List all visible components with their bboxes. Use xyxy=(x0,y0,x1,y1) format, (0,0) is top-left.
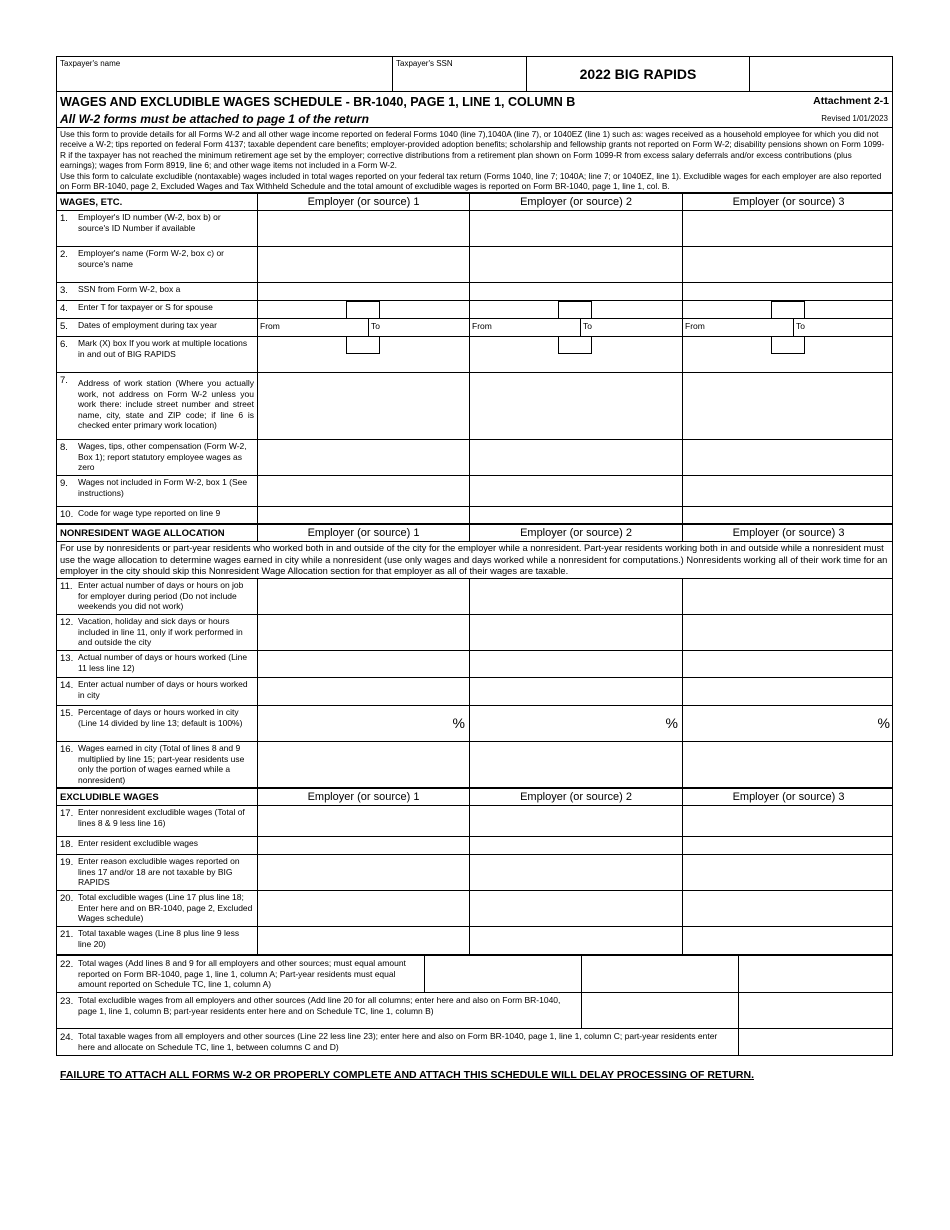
total-excludible-cell[interactable] xyxy=(739,993,894,1028)
wages-schedule-form xyxy=(56,56,893,1056)
percent-sign: % xyxy=(665,715,678,732)
input-cell[interactable] xyxy=(470,927,683,954)
input-cell[interactable] xyxy=(683,507,894,523)
line-description: 19. Enter reason excludible wages reported on lines 17 and/or 18 are not taxable by BIG RAPIDS xyxy=(57,855,258,890)
revised-date: Revised 1/01/2023 xyxy=(821,114,888,123)
attachment-number: Attachment 2-1 xyxy=(813,95,889,107)
input-cell[interactable] xyxy=(258,651,470,677)
line-row xyxy=(56,507,893,525)
line-description: 17. Enter nonresident excludible wages (Total of lines 8 & 9 less line 16) xyxy=(57,806,258,836)
line-description: 13. Actual number of days or hours worked (Line 11 less line 12) xyxy=(57,651,258,677)
line-row xyxy=(56,615,893,651)
percent-sign: % xyxy=(877,715,890,732)
year-city-title: 2022 BIG RAPIDS xyxy=(579,66,697,82)
input-cell[interactable] xyxy=(258,837,470,854)
input-cell[interactable] xyxy=(683,891,894,926)
section-title: EXCLUDIBLE WAGES xyxy=(57,789,258,805)
input-cell[interactable] xyxy=(683,806,894,836)
excludible-section-header xyxy=(56,789,893,806)
total-wages-cell[interactable] xyxy=(582,956,739,992)
input-cell[interactable] xyxy=(258,373,470,439)
input-cell[interactable] xyxy=(470,211,683,246)
taxpayer-name-label: Taxpayer's name xyxy=(60,59,121,68)
input-cell[interactable] xyxy=(258,927,470,954)
input-cell xyxy=(258,337,470,372)
input-cell[interactable] xyxy=(683,615,894,650)
total-wages-row xyxy=(56,956,893,993)
line-description: 21. Total taxable wages (Line 8 plus line 9 less line 20) xyxy=(57,927,258,954)
column-header: Employer (or source) 3 xyxy=(732,196,845,209)
line-description: 24. Total taxable wages from all employers and other sources (Line 22 less line 23); enter here and also on Form BR-1040, page 1, line 1, column C; part-year residents enter here and allocate on Schedule TC, line 1, between columns C and D) xyxy=(57,1029,739,1055)
nonresident-section-header xyxy=(56,525,893,542)
input-cell[interactable] xyxy=(683,837,894,854)
input-cell[interactable] xyxy=(470,891,683,926)
column-header: Employer (or source) 1 xyxy=(258,194,470,210)
multiple-locations-checkbox[interactable] xyxy=(771,337,805,354)
input-cell[interactable] xyxy=(470,440,683,475)
input-cell[interactable] xyxy=(470,806,683,836)
input-cell[interactable] xyxy=(683,927,894,954)
line-description: 10. Code for wage type reported on line 9 xyxy=(57,507,258,523)
multiple-locations-checkbox[interactable] xyxy=(558,337,592,354)
column-header: Employer (or source) 2 xyxy=(470,789,683,805)
input-cell[interactable] xyxy=(470,855,683,890)
input-cell[interactable] xyxy=(683,742,894,787)
column-header: Employer (or source) 1 xyxy=(258,789,470,805)
line-row xyxy=(56,337,893,373)
input-cell[interactable] xyxy=(683,855,894,890)
line-row xyxy=(56,283,893,301)
input-cell[interactable] xyxy=(683,651,894,677)
input-cell[interactable] xyxy=(470,507,683,523)
total-wages-cell[interactable] xyxy=(739,956,894,992)
line-description: 4. Enter T for taxpayer or S for spouse xyxy=(57,301,258,318)
input-cell[interactable] xyxy=(258,678,470,705)
nonresident-note: For use by nonresidents or part-year residents who worked both in and outside of the city for the employer while a nonresident. Part-year residents working both in and outside while a nonresident must use the wage allocation to determine wages earned in city while a nonresident (use only wages and days worked while a nonresident for computations.) Nonresidents working all of their work time for an employer in the city should skip this Nonresident Wage Allocation section for that employer as all of their wages are taxable. xyxy=(56,542,893,579)
input-cell[interactable] xyxy=(258,579,470,614)
line-row xyxy=(56,476,893,507)
wages-section-header xyxy=(56,194,893,211)
input-cell[interactable] xyxy=(258,855,470,890)
date-range-cell[interactable] xyxy=(258,319,470,336)
column-header: Employer (or source) 2 xyxy=(470,525,683,541)
input-cell[interactable] xyxy=(258,615,470,650)
section-title: NONRESIDENT WAGE ALLOCATION xyxy=(57,525,258,541)
line-description: 18. Enter resident excludible wages xyxy=(57,837,258,854)
intro-paragraph-1: Use this form to provide details for all Forms W-2 and all other wage income reported on federal Forms 1040 (line 7),1040A (line 7), or 1040EZ (line 1) such as: wages received as a household employee for which you did not receive a W-2; tips reported on federal Form 4137; taxable dependent care benefits; employer-provided adoption benefits; scholarship and fellowship grants not reported on Form W-2; disability pensions shown on Form 1099-R if the taxpayer has not reached the minimum retirement age set by the employer; corrective distributions from a retirement plan shown on Form 1099-R from excess salary deferrals and/or excess contributions (plus earnings); wages from Form 8919, line 6; and other wage items not included in a Form W-2. xyxy=(60,129,885,171)
form-subtitle: All W-2 forms must be attached to page 1 of the return xyxy=(60,112,369,126)
line-description: 6. Mark (X) box If you work at multiple locations in and out of BIG RAPIDS xyxy=(57,337,258,372)
line-description: 20. Total excludible wages (Line 17 plus line 18; Enter here and on BR-1040, page 2, Excluded Wages schedule) xyxy=(57,891,258,926)
input-cell[interactable] xyxy=(258,440,470,475)
total-excludible-row xyxy=(56,993,893,1029)
line-description: 23. Total excludible wages from all employers and other sources (Add line 20 for all columns; enter here and also on Form BR-1040, page 1, line 1, column B; part-year residents enter here and on Schedule TC, line 1, column B) xyxy=(57,993,582,1028)
line-row xyxy=(56,651,893,678)
line-row xyxy=(56,742,893,789)
total-wages-cell[interactable] xyxy=(425,956,582,992)
line-row xyxy=(56,891,893,927)
input-cell[interactable] xyxy=(258,283,470,300)
input-cell[interactable] xyxy=(470,615,683,650)
line-row xyxy=(56,373,893,440)
input-cell[interactable] xyxy=(683,283,894,300)
line-description: 16. Wages earned in city (Total of lines 8 and 9 multiplied by line 15; part-year residents use only the portion of wages earned while a nonresident) xyxy=(57,742,258,787)
input-cell[interactable] xyxy=(258,742,470,787)
input-cell[interactable] xyxy=(470,476,683,506)
taxpayer-name-field[interactable] xyxy=(57,57,393,91)
line-row xyxy=(56,837,893,855)
input-cell[interactable] xyxy=(470,579,683,614)
percent-cell[interactable] xyxy=(470,706,683,741)
taxpayer-ssn-label: Taxpayer's SSN xyxy=(396,59,453,68)
input-cell[interactable] xyxy=(258,247,470,282)
to-label: To xyxy=(583,321,592,332)
line-row xyxy=(56,927,893,956)
taxpayer-spouse-box[interactable] xyxy=(558,301,592,319)
column-header: Employer (or source) 1 xyxy=(258,525,470,541)
total-taxable-row xyxy=(56,1029,893,1056)
input-cell[interactable] xyxy=(683,373,894,439)
input-cell[interactable] xyxy=(470,678,683,705)
line-description: 1. Employer's ID number (W-2, box b) or source's ID Number if available xyxy=(57,211,258,246)
input-cell[interactable] xyxy=(683,476,894,506)
input-cell[interactable] xyxy=(470,247,683,282)
intro-text xyxy=(56,128,893,194)
line-row xyxy=(56,301,893,319)
input-cell[interactable] xyxy=(470,651,683,677)
line-description: 9. Wages not included in Form W-2, box 1 (See instructions) xyxy=(57,476,258,506)
line-description: 3. SSN from Form W-2, box a xyxy=(57,283,258,300)
from-label: From xyxy=(472,321,492,332)
input-cell[interactable] xyxy=(258,806,470,836)
input-cell[interactable] xyxy=(683,211,894,246)
intro-paragraph-2: Use this form to calculate excludible (nontaxable) wages included in total wages reported on your federal tax return (Forms 1040, line 7; 1040A; line 7; or 1040EZ, line 1). Excludible wages for each employer are also reported on Form BR-1040, page 2, Excluded Wages and Tax Withheld Schedule and the total amount of excludible wages is reported on Form BR-1040, page 1, line 1, col. B. xyxy=(60,170,882,192)
input-cell[interactable] xyxy=(258,507,470,523)
line-row xyxy=(56,579,893,615)
input-cell xyxy=(258,301,470,318)
line-row xyxy=(56,247,893,283)
input-cell[interactable] xyxy=(470,742,683,787)
input-cell[interactable] xyxy=(470,283,683,300)
column-header: Employer (or source) 3 xyxy=(732,527,845,540)
total-excludible-cell[interactable] xyxy=(582,993,739,1028)
line-description: 15. Percentage of days or hours worked in city (Line 14 divided by line 13; default is 100%) xyxy=(57,706,258,741)
line-description: 11. Enter actual number of days or hours on job for employer during period (Do not include weekends you did not work) xyxy=(57,579,258,614)
line-row xyxy=(56,706,893,742)
input-cell[interactable] xyxy=(470,373,683,439)
percent-cell[interactable] xyxy=(683,706,894,741)
percent-cell[interactable] xyxy=(258,706,470,741)
input-cell xyxy=(470,337,683,372)
from-label: From xyxy=(685,321,705,332)
percent-sign: % xyxy=(452,715,465,732)
input-cell xyxy=(683,337,894,372)
input-cell[interactable] xyxy=(683,579,894,614)
line-row xyxy=(56,211,893,247)
date-range-cell[interactable] xyxy=(683,319,894,336)
column-header: Employer (or source) 3 xyxy=(732,791,845,804)
line-description: 22. Total wages (Add lines 8 and 9 for all employers and other sources; must equal amount reported on Form BR-1040, page 1, line 1, column A; Part-year residents must equal amount reported on Schedule TC, line 1, column A) xyxy=(57,956,425,992)
input-cell[interactable] xyxy=(258,891,470,926)
footer-warning: FAILURE TO ATTACH ALL FORMS W-2 OR PROPERLY COMPLETE AND ATTACH THIS SCHEDULE WILL DELAY PROCESSING OF RETURN. xyxy=(60,1069,754,1081)
taxpayer-spouse-box[interactable] xyxy=(771,301,805,319)
section-title: WAGES, ETC. xyxy=(57,194,258,210)
line-description: 2. Employer's name (Form W-2, box c) or source's name xyxy=(57,247,258,282)
input-cell[interactable] xyxy=(683,440,894,475)
to-label: To xyxy=(796,321,805,332)
input-cell[interactable] xyxy=(258,476,470,506)
line-row xyxy=(56,678,893,706)
line-description: 8. Wages, tips, other compensation (Form W-2, Box 1); report statutory employee wages as zero xyxy=(57,440,258,475)
to-label: To xyxy=(371,321,380,332)
form-year-city xyxy=(527,57,750,91)
line-row xyxy=(56,440,893,476)
taxpayer-spouse-box[interactable] xyxy=(346,301,380,319)
line-description: 12. Vacation, holiday and sick days or hours included in line 11, only if work performed in and outside the city xyxy=(57,615,258,650)
input-cell[interactable] xyxy=(470,837,683,854)
taxpayer-ssn-field[interactable] xyxy=(393,57,527,91)
line-description: 7. Address of work station (Where you actually work, not address on Form W-2 unless you work there: include street number and street name, city, state and ZIP code; if line 6 is checked enter primary work location) xyxy=(57,373,258,439)
form-title: WAGES AND EXCLUDIBLE WAGES SCHEDULE - BR-1040, PAGE 1, LINE 1, COLUMN B xyxy=(60,95,576,109)
input-cell xyxy=(683,301,894,318)
title-box xyxy=(56,92,893,128)
line-description: 14. Enter actual number of days or hours worked in city xyxy=(57,678,258,705)
input-cell[interactable] xyxy=(683,678,894,705)
line-description: 5. Dates of employment during tax year xyxy=(57,319,258,336)
input-cell[interactable] xyxy=(258,211,470,246)
line-row xyxy=(56,319,893,337)
line-row xyxy=(56,855,893,891)
header-blank-box xyxy=(750,57,894,91)
header-row xyxy=(56,56,893,92)
input-cell[interactable] xyxy=(683,247,894,282)
date-range-cell[interactable] xyxy=(470,319,683,336)
input-cell xyxy=(470,301,683,318)
line-row xyxy=(56,806,893,837)
from-label: From xyxy=(260,321,280,332)
multiple-locations-checkbox[interactable] xyxy=(346,337,380,354)
total-taxable-cell[interactable] xyxy=(739,1029,894,1055)
column-header: Employer (or source) 2 xyxy=(470,194,683,210)
